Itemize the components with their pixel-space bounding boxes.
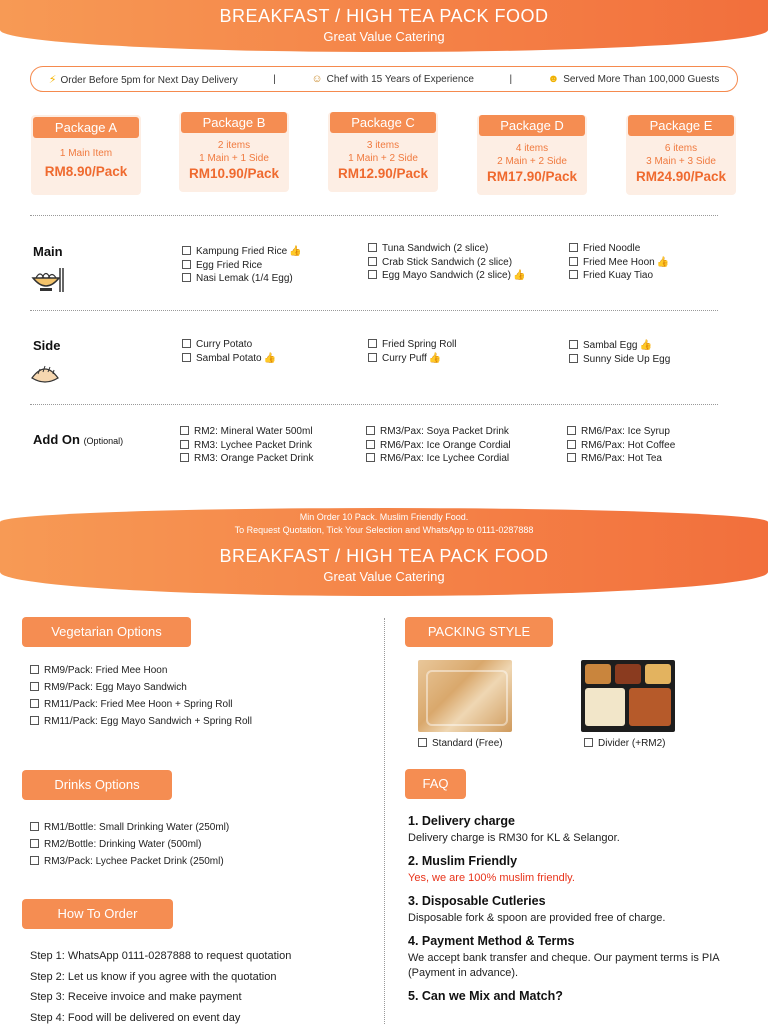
package-name: Package B [181,112,287,133]
faq-question: 3. Disposable Cutleries [408,894,546,908]
thumbs-up-icon: 👍 [656,256,670,268]
list-item[interactable]: Egg Mayo Sandwich (2 slice) 👍 [368,269,525,283]
list-item[interactable]: RM3/Pack: Lychee Packet Drink (250ml) [30,853,229,870]
checkbox[interactable] [584,738,593,747]
package-desc: 1 Main Item [59,148,113,159]
main-column-1 [182,245,302,286]
side-column-1 [182,338,276,365]
faq-answer: We accept bank transfer and cheque. Our payment terms is PIA (Payment in advance). [408,952,720,979]
list-item[interactable]: RM9/Pack: Fried Mee Hoon [30,662,252,679]
list-item[interactable]: RM6/Pax: Ice Orange Cordial [366,439,511,453]
checkbox[interactable] [569,243,578,252]
list-item[interactable]: Kampung Fried Rice 👍 [182,245,302,259]
list-item[interactable]: RM6/Pax: Ice Lychee Cordial [366,452,511,466]
checkbox[interactable] [182,260,191,269]
package-price: RM8.90/Pack [44,164,128,179]
page-subtitle: Great Value Catering [323,29,445,44]
checkbox[interactable] [368,257,377,266]
checkbox[interactable] [567,440,576,449]
checkbox[interactable] [30,822,39,831]
list-item[interactable]: RM3: Lychee Packet Drink [180,439,314,453]
package-e-card[interactable] [626,115,736,195]
divider-line [30,310,718,311]
list-item[interactable]: RM6/Pax: Ice Syrup [567,425,675,439]
list-item[interactable]: RM9/Pack: Egg Mayo Sandwich [30,679,252,696]
divider-line [30,404,718,405]
lightning-icon: ⚡ [48,73,57,86]
package-a-card[interactable] [31,115,141,195]
faq-question: 2. Muslim Friendly [408,854,518,868]
package-items: 6 items [664,143,698,154]
thumbs-up-icon: 👍 [289,246,302,257]
package-price: RM17.90/Pack [486,169,578,184]
checkbox[interactable] [569,270,578,279]
how-to-order-heading: How To Order [22,899,173,929]
dumpling-icon [30,360,60,393]
package-price: RM12.90/Pack [337,166,429,181]
checkbox[interactable] [180,426,189,435]
standard-packing-image [418,660,512,732]
faq-list [408,812,738,1003]
info-item-chef: ☺ Chef with 15 Years of Experience [311,73,474,85]
list-item[interactable]: Nasi Lemak (1/4 Egg) [182,272,302,286]
info-separator: | [509,73,513,85]
list-item[interactable]: RM11/Pack: Fried Mee Hoon + Spring Roll [30,696,252,713]
faq-answer: Disposable fork & spoon are provided free of charge. [408,912,666,924]
addon-column-2 [366,425,511,466]
vegetarian-options-heading: Vegetarian Options [22,617,191,647]
list-item[interactable]: Curry Puff 👍 [368,352,456,366]
second-page-title: BREAKFAST / HIGH TEA PACK FOOD [219,546,549,566]
list-item[interactable]: Fried Spring Roll [368,338,456,352]
checkbox[interactable] [180,453,189,462]
divider-packing-option[interactable]: Divider (+RM2) [584,738,666,749]
list-item[interactable]: Fried Kuay Tiao [569,269,669,283]
checkbox[interactable] [569,257,578,266]
list-item[interactable]: Curry Potato [182,338,276,352]
checkbox[interactable] [569,354,578,363]
notice-line-2: To Request Quotation, Tick Your Selection and WhatsApp to 0111-0287888 [234,525,534,535]
thumbs-up-icon: 👍 [428,352,442,364]
checkbox[interactable] [418,738,427,747]
list-item[interactable]: Sunny Side Up Egg [569,353,670,367]
page-title: BREAKFAST / HIGH TEA PACK FOOD [219,6,549,26]
checkbox[interactable] [368,353,377,362]
side-label: Side [33,338,61,353]
chef-icon: ☺ [311,73,323,85]
thumbs-up-icon: 👍 [512,270,526,281]
checkbox[interactable] [366,453,375,462]
checkbox[interactable] [366,426,375,435]
package-items: 2 items [217,140,251,151]
package-desc: 2 Main + 2 Side [497,156,567,167]
package-price: RM24.90/Pack [635,169,727,184]
step-item: Step 3: Receive invoice and make payment [30,991,242,1003]
package-items: 4 items [515,143,549,154]
list-item[interactable]: RM2/Bottle: Drinking Water (500ml) [30,836,229,853]
vegetarian-list [30,662,252,730]
step-item: Step 4: Food will be delivered on event day [30,1011,241,1024]
list-item[interactable]: Fried Mee Hoon 👍 [569,256,669,270]
package-price: RM10.90/Pack [188,166,280,181]
list-item[interactable]: Egg Fried Rice [182,259,302,273]
thumbs-up-icon: 👍 [263,352,277,364]
main-column-3 [569,242,669,283]
checkbox[interactable] [30,665,39,674]
package-d-card[interactable] [477,115,587,195]
checkbox[interactable] [567,453,576,462]
thumbs-up-icon: 👍 [639,340,652,351]
package-c-card[interactable] [328,112,438,192]
addon-column-1 [180,425,314,466]
list-item[interactable]: RM1/Bottle: Small Drinking Water (250ml) [30,819,229,836]
list-item[interactable]: Crab Stick Sandwich (2 slice) [368,256,525,270]
list-item[interactable]: RM2: Mineral Water 500ml [180,425,314,439]
drinks-options-heading: Drinks Options [22,770,172,800]
checkbox[interactable] [30,682,39,691]
main-column-2 [368,242,525,283]
checkbox[interactable] [366,440,375,449]
addon-label: Add On (Optional) [33,432,124,447]
faq-question: 1. Delivery charge [408,814,516,828]
checkbox[interactable] [30,839,39,848]
noodle-bowl-icon [30,266,64,299]
checkbox[interactable] [30,856,39,865]
standard-packing-option[interactable]: Standard (Free) [418,738,503,749]
list-item[interactable]: Sambal Egg 👍 [569,339,670,353]
checkbox[interactable] [368,243,377,252]
list-item[interactable]: RM11/Pack: Egg Mayo Sandwich + Spring Roll [30,713,252,730]
notice-line-1: Min Order 10 Pack. Muslim Friendly Food. [299,512,469,522]
how-to-order-steps [30,946,291,1024]
list-item[interactable]: Tuna Sandwich (2 slice) [368,242,525,256]
faq-heading: FAQ [405,769,466,799]
main-label: Main [33,244,63,259]
package-desc: 1 Main + 2 Side [348,153,418,164]
drinks-list [30,819,229,870]
smile-icon: ☻ [547,73,560,85]
list-item[interactable]: RM3/Pax: Soya Packet Drink [366,425,511,439]
checkbox[interactable] [182,353,191,362]
divider-packing-image [581,660,675,732]
list-item[interactable]: Sambal Potato 👍 [182,352,276,366]
list-item[interactable]: RM6/Pax: Hot Coffee [567,439,675,453]
side-column-3 [569,339,670,366]
checkbox[interactable] [30,716,39,725]
package-b-card[interactable] [179,112,289,192]
step-item: Step 2: Let us know if you agree with the quotation [30,970,277,983]
addon-optional: (Optional) [83,436,124,446]
checkbox[interactable] [567,426,576,435]
divider-line [30,215,718,216]
list-item[interactable]: RM3: Orange Packet Drink [180,452,314,466]
checkbox[interactable] [569,340,578,349]
side-column-2 [368,338,456,365]
list-item[interactable]: RM6/Pax: Hot Tea [567,452,675,466]
faq-answer: Yes, we are 100% muslim friendly. [408,872,575,884]
package-items: 3 items [366,140,400,151]
info-item-delivery: ⚡ Order Before 5pm for Next Day Delivery [48,73,238,86]
checkbox[interactable] [368,339,377,348]
package-desc: 3 Main + 3 Side [646,156,716,167]
checkbox[interactable] [182,339,191,348]
step-item: Step 1: WhatsApp 0111-0287888 to request quotation [30,950,292,962]
package-desc: 1 Main + 1 Side [199,153,269,164]
checkbox[interactable] [182,273,191,282]
faq-question: 4. Payment Method & Terms [408,934,575,948]
packing-style-heading: PACKING STYLE [405,617,553,647]
package-name: Package A [33,117,139,138]
package-name: Package C [330,112,436,133]
info-item-guests: ☻ Served More Than 100,000 Guests [547,73,720,85]
checkbox[interactable] [368,270,377,279]
checkbox[interactable] [180,440,189,449]
second-page-subtitle: Great Value Catering [323,569,445,584]
faq-answer: Delivery charge is RM30 for KL & Selangor. [408,832,620,844]
package-name: Package D [479,115,585,136]
list-item[interactable]: Fried Noodle [569,242,669,256]
info-bar [30,66,738,92]
package-name: Package E [628,115,734,136]
addon-column-3 [567,425,675,466]
vertical-divider [384,618,385,1024]
checkbox[interactable] [30,699,39,708]
checkbox[interactable] [182,246,191,255]
notice-strip [0,508,768,536]
info-separator: | [273,73,276,85]
second-header-banner [0,536,768,596]
header-banner [0,0,768,52]
faq-question: 5. Can we Mix and Match? [408,989,563,1003]
